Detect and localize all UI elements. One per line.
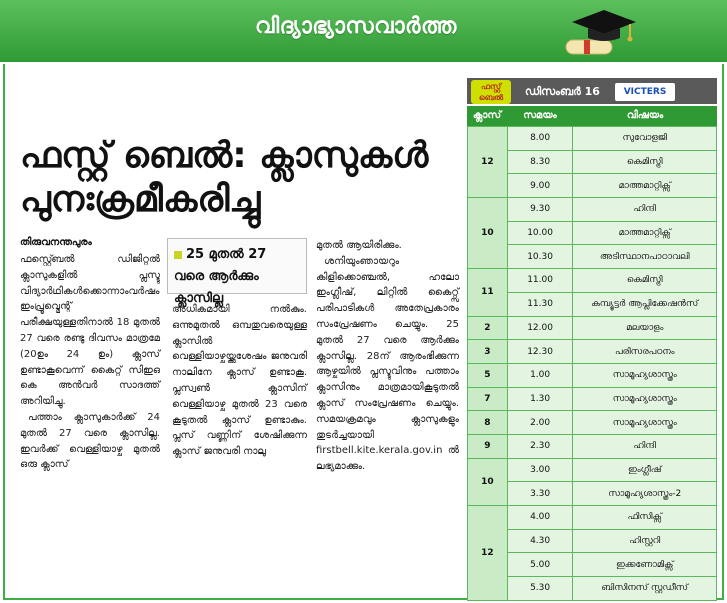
paragraph: അധികമായി നൽകും. ഒന്നുമുതൽ ഒമ്പതുവരെയുള്ള ക്ലാസിൽ വെള്ളിയാഴ്ചയ്ക്കുശേഷം ജനുവരി നാലിനേ ക്ലാസ് ഉണ്ടാകൂ. പ്ലസ്വൺ ക്ലാസിന് വെള്ളിയാഴ്ച മുതൽ 23 വരെ കൂടുതൽ ക്ലാസ് ഉണ്ടാകും. പ്ലസ് വണ്ണിന് ശേഷിക്കുന്ന ക്ലാസ് ജനുവരി നാലു bbox=[172, 304, 307, 458]
section-title: വിദ്യാഭ്യാസവാർത്ത bbox=[255, 14, 457, 39]
subject-cell: മാത്തമാറ്റിക്സ് bbox=[573, 174, 717, 198]
subject-cell: ഇക്കണോമിക്സ് bbox=[573, 553, 717, 577]
subject-cell: പരിസരപഠനം bbox=[573, 340, 717, 364]
schedule-date: ഡിസംബർ 16 bbox=[525, 85, 600, 98]
subject-cell: സാമൂഹ്യശാസ്ത്രം bbox=[573, 363, 717, 387]
class-cell: 3 bbox=[468, 340, 508, 364]
class-cell: 5 bbox=[468, 363, 508, 387]
time-cell: 8.30 bbox=[507, 150, 573, 174]
time-cell: 3.30 bbox=[507, 482, 573, 506]
time-cell: 1.00 bbox=[507, 363, 573, 387]
article-column-3 bbox=[316, 238, 459, 475]
schedule-row bbox=[468, 198, 717, 222]
article-column-1 bbox=[20, 252, 160, 473]
class-header: ക്ലാസ് bbox=[472, 110, 502, 121]
subject-cell: സാമൂഹ്യശാസ്ത്രം bbox=[573, 387, 717, 411]
schedule-column-headers bbox=[467, 106, 717, 126]
graduation-cap-icon bbox=[560, 4, 640, 60]
subject-cell: മലയാളം bbox=[573, 316, 717, 340]
class-cell: 8 bbox=[468, 411, 508, 435]
subject-cell: കെമിസ്ട്രി bbox=[573, 150, 717, 174]
time-cell: 9.30 bbox=[507, 198, 573, 222]
subject-cell: ബിസിനസ് സ്റ്റഡീസ് bbox=[573, 577, 717, 601]
time-cell: 11.00 bbox=[507, 269, 573, 293]
first-bell-logo: ഫസ്റ്റ് ബെൽ bbox=[471, 80, 511, 104]
schedule-row bbox=[468, 506, 717, 530]
subject-cell: ഹിന്ദി bbox=[573, 198, 717, 222]
schedule-row bbox=[468, 387, 717, 411]
schedule-row bbox=[468, 411, 717, 435]
subject-cell: ഇംഗ്ലീഷ് bbox=[573, 458, 717, 482]
subject-cell: മാത്തമാറ്റിക്സ് bbox=[573, 221, 717, 245]
time-cell: 2.00 bbox=[507, 411, 573, 435]
schedule-row bbox=[468, 340, 717, 364]
schedule-table bbox=[467, 78, 717, 601]
headline: ഫസ്റ്റ് ബെൽ: ക്ലാസുകൾ പുനഃക്രമീകരിച്ചു bbox=[20, 135, 429, 220]
subject-cell: ഹിസ്റ്ററി bbox=[573, 529, 717, 553]
time-cell: 4.00 bbox=[507, 506, 573, 530]
section-banner bbox=[0, 0, 727, 62]
time-cell: 11.30 bbox=[507, 292, 573, 316]
time-header: സമയം bbox=[523, 110, 557, 121]
pull-quote bbox=[167, 238, 307, 306]
paragraph: മുതൽ ആയിരിക്കും. bbox=[316, 240, 402, 251]
schedule-row bbox=[468, 458, 717, 482]
subject-cell: കെമിസ്ട്രി bbox=[573, 269, 717, 293]
time-cell: 10.30 bbox=[507, 245, 573, 269]
time-cell: 8.00 bbox=[507, 127, 573, 151]
class-cell: 9 bbox=[468, 434, 508, 458]
class-cell: 10 bbox=[468, 458, 508, 505]
time-cell: 5.30 bbox=[507, 577, 573, 601]
class-cell: 11 bbox=[468, 269, 508, 316]
time-cell: 9.00 bbox=[507, 174, 573, 198]
subject-cell: ഹിന്ദി bbox=[573, 434, 717, 458]
time-cell: 10.00 bbox=[507, 221, 573, 245]
paragraph: ഫസ്റ്റ്ബെൽ ഡിജിറ്റൽ ക്ലാസുകളിൽ പ്ലസ്ടു വിദ്യാർഥികൾക്കൊന്നാംവർഷം ഇംപ്രൂവ്മെന്റ് പരീക്ഷയുള്ളതിനാൽ 18 മുതൽ 27 വരെ രണ്ടു ദിവസം മാത്രമേ (20ഉം 24 ഉം) ക്ലാസ് ഉണ്ടാകൂവെന്ന് കൈറ്റ് സിഇഒ കെ അൻവർ സാദത്ത് അറിയിച്ചു. bbox=[20, 254, 160, 408]
schedule-row bbox=[468, 434, 717, 458]
time-cell: 12.00 bbox=[507, 316, 573, 340]
time-cell: 4.30 bbox=[507, 529, 573, 553]
class-cell: 7 bbox=[468, 387, 508, 411]
time-cell: 5.00 bbox=[507, 553, 573, 577]
schedule-row bbox=[468, 127, 717, 151]
pull-quote-text: 25 മുതൽ 27 വരെ ആർക്കും ക്ലാസില്ല bbox=[174, 247, 267, 306]
time-cell: 1.30 bbox=[507, 387, 573, 411]
victers-logo: VICTERS bbox=[615, 83, 675, 101]
class-cell: 10 bbox=[468, 198, 508, 269]
subject-cell: സാമൂഹ്യശാസ്ത്രം-2 bbox=[573, 482, 717, 506]
schedule-header bbox=[467, 78, 717, 106]
time-cell: 2.30 bbox=[507, 434, 573, 458]
class-cell: 12 bbox=[468, 506, 508, 601]
article-column-2 bbox=[172, 302, 307, 460]
subject-header: വിഷയം bbox=[626, 110, 664, 121]
subject-cell: ഫിസിക്സ് bbox=[573, 506, 717, 530]
subject-cell: കമ്പ്യൂട്ടർ ആപ്ലിക്കേഷൻസ് bbox=[573, 292, 717, 316]
paragraph: ശനിയുംഞായറും കിളിക്കൊഞ്ചൽ, ഹലോ ഇംഗ്ലീഷ്, ലിറ്റിൽ കൈറ്റ്സ് പരിപാടികൾ അതേപ്രകാരം സംപ്രേഷണം ചെയ്യും. 25 മുതൽ 27 വരെ ആർക്കും ക്ലാസില്ല. 28ന് ആരംഭിക്കുന്ന ആഴ്ചയിൽ പ്ലസ്ടുവിനും പത്താം ക്ലാസിനും മാത്രമായികൂടുതൽ ക്ലാസ് സംപ്രേഷണം ചെയ്യും. സമയക്രമവും ക്ലാസുകളും തുടർച്ചയായി firstbell.kite.kerala.gov.in ൽ ലഭ്യമാക്കും. bbox=[316, 255, 459, 473]
schedule-row bbox=[468, 269, 717, 293]
class-cell: 12 bbox=[468, 127, 508, 198]
paragraph: പത്താം ക്ലാസുകാർക്ക് 24 മുതൽ 27 വരെ ക്ലാസില്ല. ഇവർക്ക് വെള്ളിയാഴ്ച മുതൽ ഒരു ക്ലാസ് bbox=[20, 411, 160, 471]
schedule-row bbox=[468, 363, 717, 387]
time-cell: 12.30 bbox=[507, 340, 573, 364]
subject-cell: സാമൂഹ്യശാസ്ത്രം bbox=[573, 411, 717, 435]
bullet-icon bbox=[174, 251, 182, 259]
subject-cell: സുവോളജി bbox=[573, 127, 717, 151]
time-cell: 3.00 bbox=[507, 458, 573, 482]
subject-cell: അടിസ്ഥാനപാഠാവലി bbox=[573, 245, 717, 269]
schedule-rows bbox=[467, 126, 717, 601]
byline: തിരുവനന്തപുരം bbox=[20, 237, 92, 248]
class-cell: 2 bbox=[468, 316, 508, 340]
schedule-row bbox=[468, 316, 717, 340]
